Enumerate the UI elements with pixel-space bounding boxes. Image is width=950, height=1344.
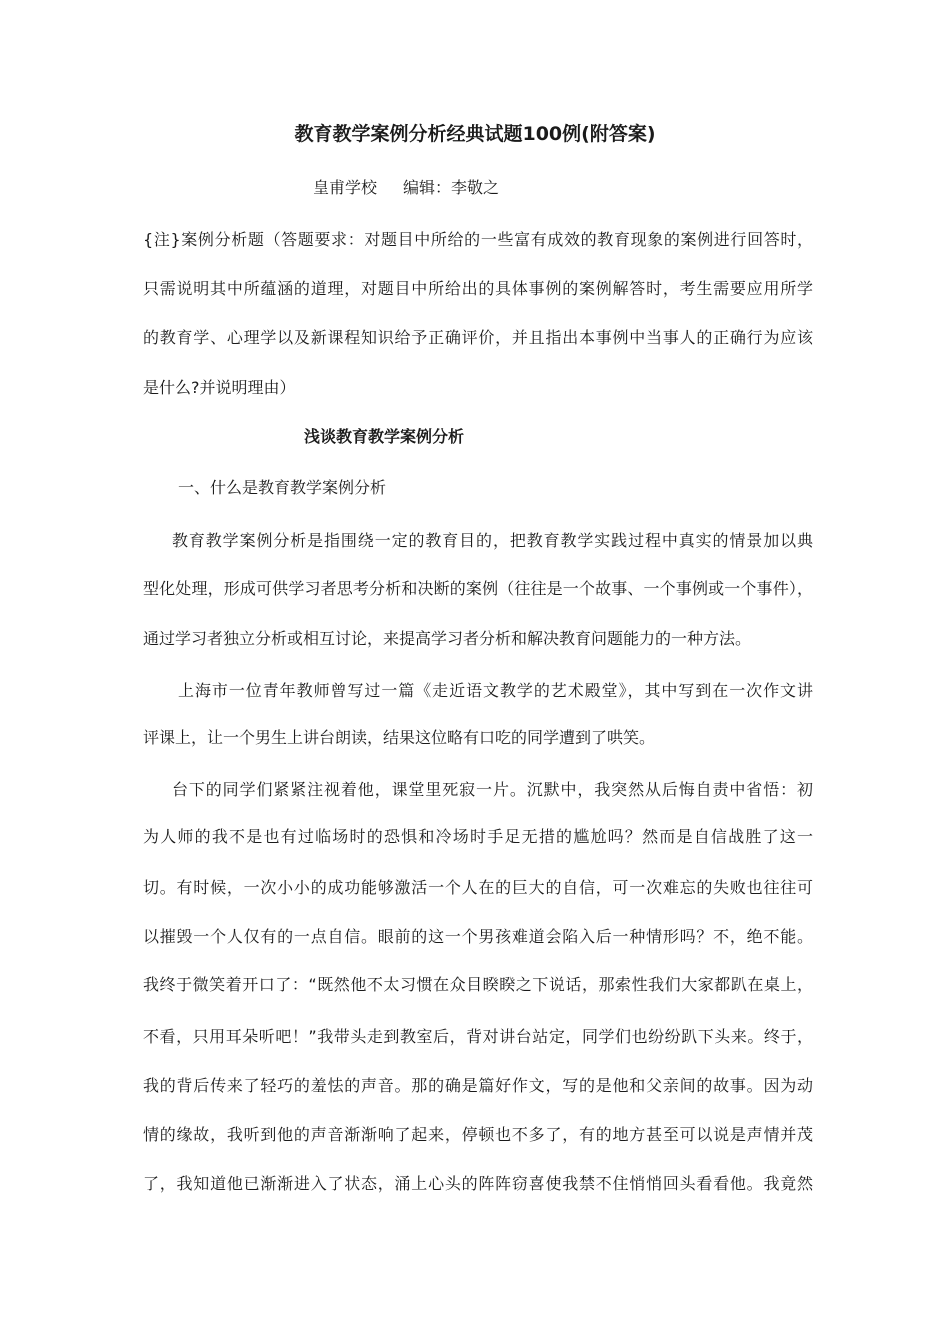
note-line: 只需说明其中所蕴涵的道理，对题目中所给出的具体事例的案例解答时，考生需要应用所学: [143, 279, 813, 298]
author-line: [313, 177, 499, 199]
paragraph-line: 教育教学案例分析是指围绕一定的教育目的，把教育教学实践过程中真实的情景加以典: [172, 531, 813, 550]
paragraph-line: 为人师的我不是也有过临场时的恐惧和冷场时手足无措的尴尬吗？然而是自信战胜了这一: [143, 827, 813, 846]
editor-name: 编辑：李敬之: [403, 178, 500, 197]
note-line: {注}案例分析题（答题要求：对题目中所给的一些富有成效的教育现象的案例进行回答时，: [143, 230, 813, 249]
paragraph-line: 我终于微笑着开口了：“既然他不太习惯在众目睽睽之下说话，那索性我们大家都趴在桌上，: [143, 975, 813, 994]
section-heading: 一、什么是教育教学案例分析: [178, 478, 387, 497]
note-line: 的教育学、心理学以及新课程知识给予正确评价，并且指出本事例中当事人的正确行为应该: [143, 328, 813, 347]
paragraph-line: 台下的同学们紧紧注视着他，课堂里死寂一片。沉默中，我突然从后悔自责中省悟：初: [172, 780, 813, 799]
paragraph-line: 了，我知道他已渐渐进入了状态，涌上心头的阵阵窃喜使我禁不住悄悄回头看看他。我竟然: [143, 1174, 813, 1193]
paragraph-line: 上海市一位青年教师曾写过一篇《走近语文教学的艺术殿堂》，其中写到在一次作文讲: [178, 681, 813, 700]
section-title: 浅谈教育教学案例分析: [304, 427, 465, 446]
paragraph-line: 情的缘故，我听到他的声音渐渐响了起来，停顿也不多了，有的地方甚至可以说是声情并茂: [143, 1125, 813, 1144]
school-name: 皇甫学校: [313, 178, 378, 197]
paragraph-line: 切。有时候，一次小小的成功能够激活一个人在的巨大的自信，可一次难忘的失败也往往可: [143, 878, 813, 897]
paragraph-line: 以摧毁一个人仅有的一点自信。眼前的这一个男孩难道会陷入后一种情形吗？不，绝不能。: [143, 927, 813, 946]
note-line: 是什么?并说明理由）: [143, 378, 296, 397]
paragraph-line: 通过学习者独立分析或相互讨论，来提高学习者分析和解决教育问题能力的一种方法。: [143, 629, 752, 648]
paragraph-line: 不看，只用耳朵听吧！”我带头走到教室后，背对讲台站定，同学们也纷纷趴下头来。终于，: [143, 1027, 813, 1046]
paragraph-line: 评课上，让一个男生上讲台朗读，结果这位略有口吃的同学遭到了哄笑。: [143, 728, 656, 747]
document-title: 教育教学案例分析经典试题100例(附答案): [294, 123, 656, 145]
paragraph-line: 型化处理，形成可供学习者思考分析和决断的案例（往往是一个故事、一个事例或一个事件），: [143, 579, 813, 598]
paragraph-line: 我的背后传来了轻巧的羞怯的声音。那的确是篇好作文，写的是他和父亲间的故事。因为动: [143, 1076, 813, 1095]
